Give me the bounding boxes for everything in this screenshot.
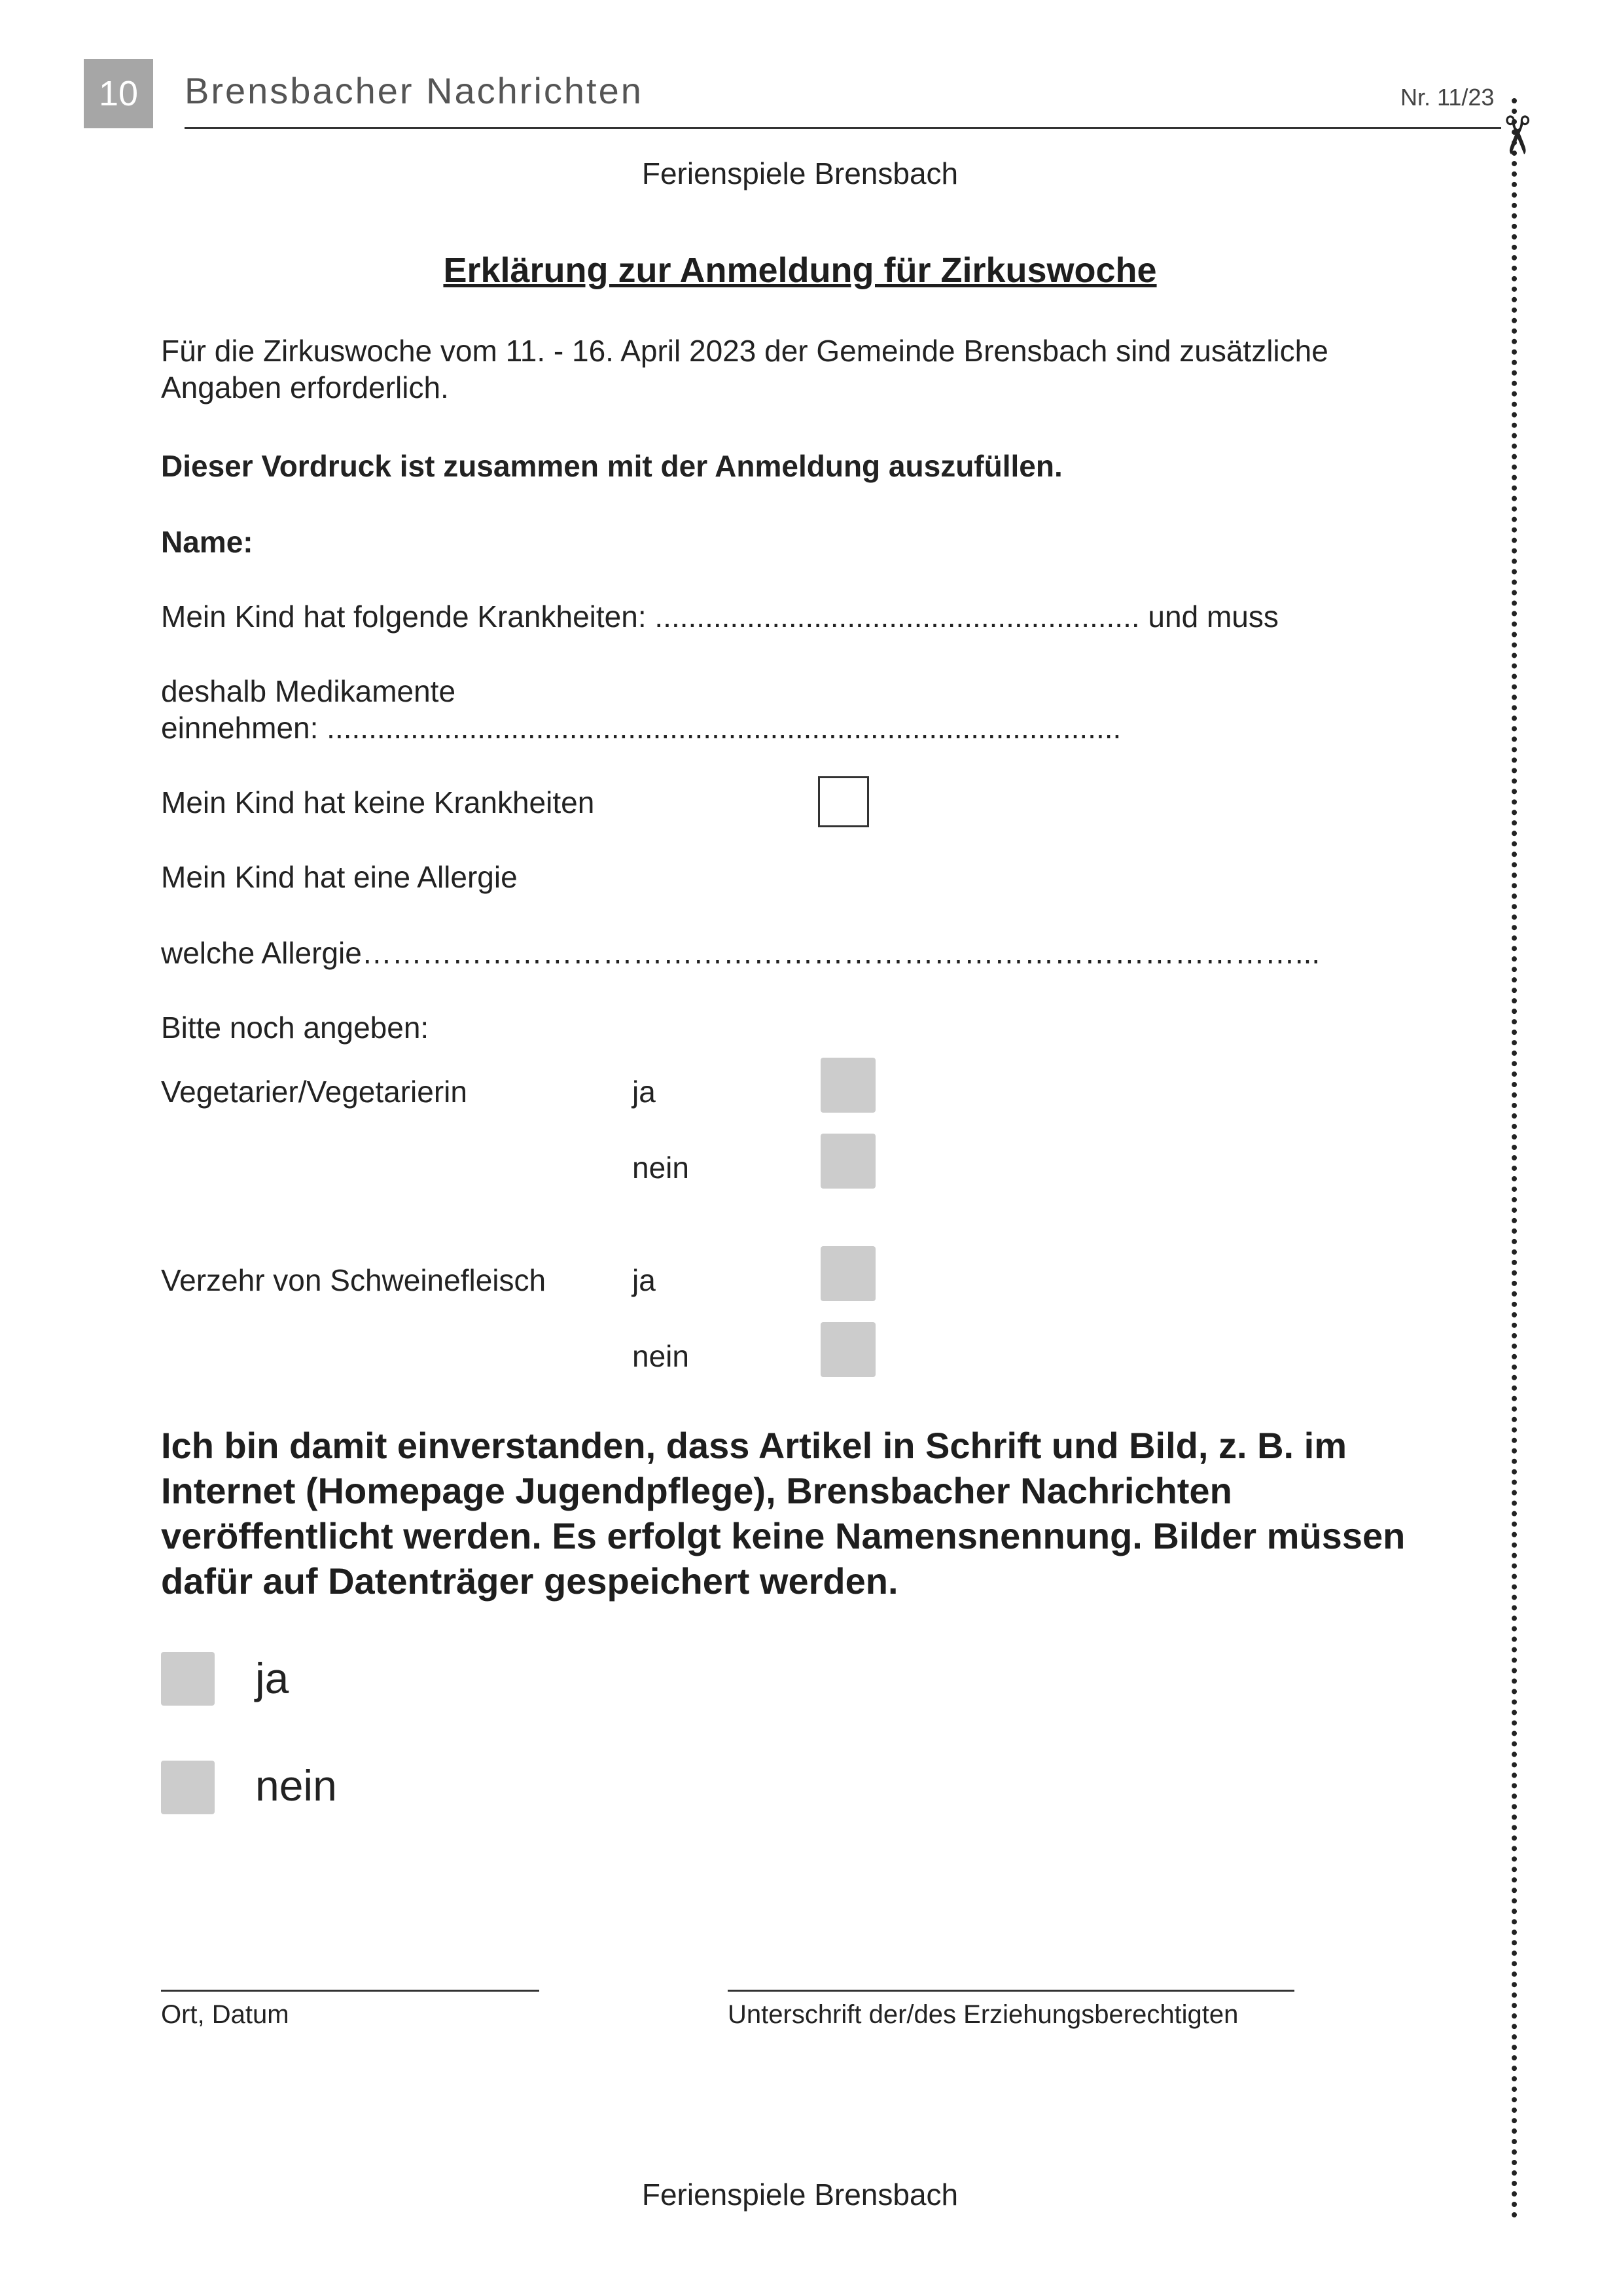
signature-caption: Unterschrift der/des Erziehungsberechtigten <box>728 2000 1239 2029</box>
kicker-bottom: Ferienspiele Brensbach <box>641 2178 959 2212</box>
consent-line-4: dafür auf Datenträger gespeichert werden. <box>161 1560 898 1602</box>
vegetarian-label: Vegetarier/Vegetarierin <box>161 1075 467 1109</box>
no-illness-label: Mein Kind hat keine Krankheiten <box>161 785 595 819</box>
scissors-icon: ✂ <box>1487 113 1546 158</box>
consent-yes-checkbox[interactable] <box>161 1652 215 1706</box>
notice: Dieser Vordruck ist zusammen mit der Anmeldung auszufüllen. <box>161 449 1063 483</box>
consent-line-1: Ich bin damit einverstanden, dass Artikel in Schrift und Bild, z. B. im <box>161 1425 1347 1466</box>
consent-line-3: veröffentlicht werden. Es erfolgt keine Namensnennung. Bilder müssen <box>161 1515 1406 1556</box>
medication-line-1: deshalb Medikamente <box>161 674 456 708</box>
consent-no-label: nein <box>255 1761 337 1810</box>
consent-line-2: Internet (Homepage Jugendpflege), Brensbacher Nachrichten <box>161 1470 1232 1511</box>
place-date-line[interactable] <box>161 1990 539 1992</box>
publication-title: Brensbacher Nachrichten <box>185 70 643 111</box>
medication-line-2[interactable]: einnehmen: ............................................................................................... <box>161 711 1122 745</box>
pork-label: Verzehr von Schweinefleisch <box>161 1263 546 1297</box>
header-rule <box>185 127 1501 129</box>
pork-yes-label: ja <box>632 1263 656 1297</box>
name-label[interactable]: Name: <box>161 525 253 559</box>
consent-no-checkbox[interactable] <box>161 1761 215 1814</box>
page-title: Erklärung zur Anmeldung für Zirkuswoche <box>443 251 1157 290</box>
cut-line <box>1512 98 1517 2219</box>
vegetarian-yes-label: ja <box>632 1075 656 1109</box>
which-allergy-line[interactable]: welche Allergie…………………………………………………………………………………... <box>161 936 1321 970</box>
intro-line-2: Angaben erforderlich. <box>161 370 449 404</box>
issue-number: Nr. 11/23 <box>1400 84 1495 111</box>
signature-line[interactable] <box>728 1990 1294 1992</box>
no-illness-checkbox[interactable] <box>818 776 869 827</box>
please-specify-label: Bitte noch angeben: <box>161 1011 429 1045</box>
allergy-label: Mein Kind hat eine Allergie <box>161 860 518 894</box>
vegetarian-yes-checkbox[interactable] <box>821 1058 876 1113</box>
intro-line-1: Für die Zirkuswoche vom 11. - 16. April 2023 der Gemeinde Brensbach sind zusätzliche <box>161 334 1328 368</box>
kicker-top: Ferienspiele Brensbach <box>641 156 959 190</box>
consent-yes-label: ja <box>255 1654 289 1702</box>
vegetarian-no-checkbox[interactable] <box>821 1134 876 1189</box>
pork-yes-checkbox[interactable] <box>821 1246 876 1301</box>
illness-line[interactable]: Mein Kind hat folgende Krankheiten: .......................................................... und muss <box>161 600 1279 634</box>
pork-no-label: nein <box>632 1339 689 1373</box>
pork-no-checkbox[interactable] <box>821 1322 876 1377</box>
vegetarian-no-label: nein <box>632 1151 689 1185</box>
page-number: 10 <box>84 59 153 128</box>
place-date-caption: Ort, Datum <box>161 2000 289 2029</box>
